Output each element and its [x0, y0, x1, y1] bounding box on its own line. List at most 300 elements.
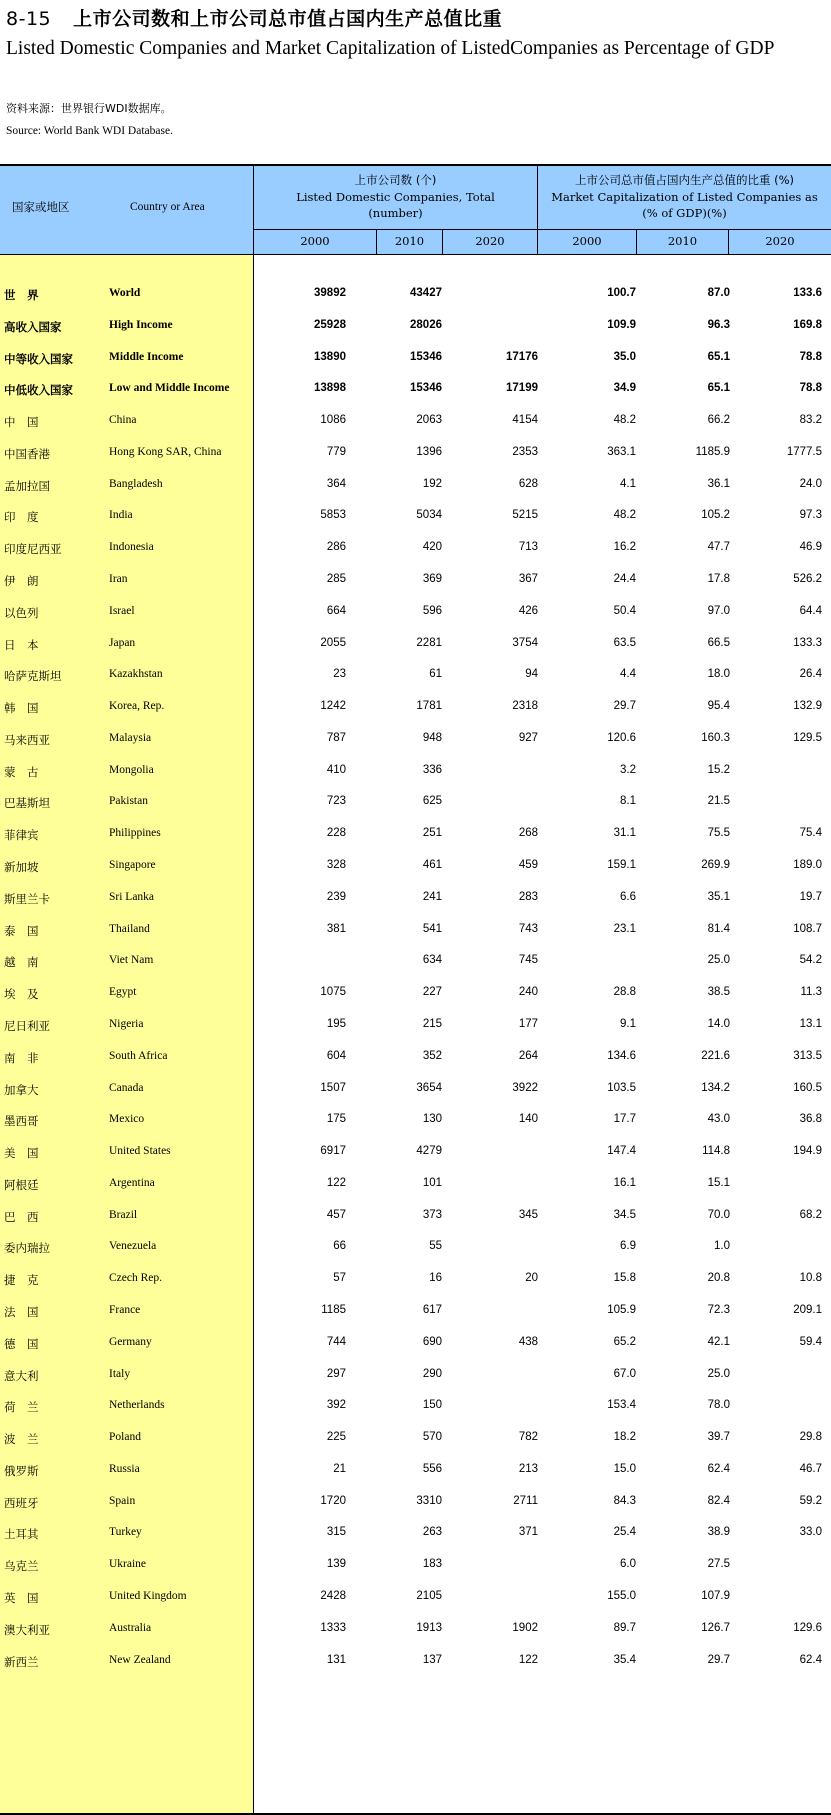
- header-year: 2010: [667, 234, 698, 248]
- value-cell: 5215: [512, 509, 538, 522]
- country-name-en: Mongolia: [109, 763, 154, 776]
- table-row: [0, 1582, 831, 1614]
- value-cell: 97.0: [707, 604, 730, 617]
- value-cell: 6.0: [620, 1558, 636, 1571]
- value-cell: 169.8: [793, 318, 822, 331]
- value-cell: 160.5: [793, 1081, 822, 1094]
- country-name-cn: 中等收入国家: [4, 351, 73, 366]
- value-cell: 20: [525, 1272, 538, 1285]
- header-group2-unit: (% of GDP)(%): [642, 206, 727, 220]
- value-cell: 1396: [416, 445, 442, 458]
- table-row: [0, 1232, 831, 1264]
- value-cell: 43.0: [707, 1113, 730, 1126]
- value-cell: 227: [422, 986, 442, 999]
- value-cell: 27.5: [707, 1558, 730, 1571]
- value-cell: 70.0: [707, 1208, 730, 1221]
- country-name-en: South Africa: [109, 1049, 168, 1062]
- country-name-en: Ukraine: [109, 1558, 147, 1571]
- value-cell: 31.1: [613, 827, 636, 840]
- value-cell: 66.5: [707, 636, 730, 649]
- value-cell: 723: [326, 795, 346, 808]
- table-row: [0, 915, 831, 947]
- value-cell: 78.8: [799, 382, 822, 395]
- title-chinese: 上市公司数和上市公司总市值占国内生产总值比重: [73, 8, 503, 30]
- value-cell: 189.0: [793, 859, 822, 872]
- value-cell: 14.0: [707, 1017, 730, 1030]
- header-country-en: Country or Area: [130, 201, 205, 213]
- value-cell: 97.3: [799, 509, 822, 522]
- value-cell: 65.1: [707, 350, 730, 363]
- value-cell: 194.9: [793, 1145, 822, 1158]
- header-year: 2020: [475, 234, 505, 248]
- value-cell: 315: [326, 1526, 346, 1539]
- title-english: Listed Domestic Companies and Market Capitalization of ListedCompanies as Percentage of GDP: [6, 38, 775, 59]
- country-name-en: Turkey: [109, 1526, 142, 1539]
- value-cell: 6.9: [620, 1240, 636, 1253]
- value-cell: 63.5: [613, 636, 636, 649]
- country-name-cn: 荷 兰: [4, 1400, 39, 1415]
- country-name-en: World: [109, 287, 141, 299]
- source-chinese: 资料来源：世界银行WDI数据库。: [6, 102, 172, 115]
- table-row: [0, 756, 831, 788]
- country-name-cn: 意大利: [4, 1368, 39, 1383]
- value-cell: 78.8: [799, 350, 822, 363]
- country-name-cn: 泰 国: [4, 923, 39, 938]
- value-cell: 26.4: [799, 668, 822, 681]
- value-cell: 1.0: [714, 1240, 730, 1253]
- header-group2-en: Market Capitalization of Listed Companies as: [551, 190, 818, 204]
- value-cell: 556: [422, 1462, 442, 1475]
- value-cell: 147.4: [607, 1145, 636, 1158]
- value-cell: 263: [422, 1526, 442, 1539]
- value-cell: 33.0: [799, 1526, 822, 1539]
- value-cell: 283: [518, 890, 538, 903]
- value-cell: 1086: [320, 414, 346, 427]
- country-name-cn: 土耳其: [4, 1527, 39, 1542]
- value-cell: 4154: [512, 414, 538, 427]
- value-cell: 240: [518, 986, 538, 999]
- value-cell: 209.1: [793, 1303, 822, 1316]
- value-cell: 155.0: [607, 1589, 636, 1602]
- value-cell: 140: [518, 1113, 538, 1126]
- value-cell: 62.4: [707, 1462, 730, 1475]
- table-row: [0, 1296, 831, 1328]
- country-name-cn: 美 国: [4, 1146, 39, 1161]
- country-name-cn: 斯里兰卡: [4, 891, 50, 906]
- value-cell: 459: [518, 859, 538, 872]
- country-name-en: Canada: [109, 1081, 144, 1094]
- value-cell: 131: [326, 1653, 346, 1666]
- header-group1-unit: (number): [368, 206, 423, 220]
- country-name-en: Germany: [109, 1335, 152, 1348]
- value-cell: 25.0: [707, 1367, 730, 1380]
- value-cell: 286: [326, 541, 346, 554]
- country-name-cn: 捷 克: [4, 1273, 39, 1288]
- value-cell: 4.1: [620, 477, 636, 490]
- value-cell: 1902: [512, 1621, 538, 1634]
- value-cell: 16.2: [613, 541, 636, 554]
- value-cell: 175: [326, 1113, 346, 1126]
- country-name-cn: 英 国: [4, 1590, 39, 1605]
- header-year: 2000: [300, 234, 330, 248]
- country-name-en: Poland: [109, 1431, 141, 1444]
- value-cell: 21.5: [707, 795, 730, 808]
- value-cell: 628: [518, 477, 538, 490]
- value-cell: 410: [326, 763, 346, 776]
- table-row: [0, 311, 831, 343]
- table-row: [0, 1042, 831, 1074]
- value-cell: 251: [422, 827, 442, 840]
- value-cell: 3754: [512, 636, 538, 649]
- value-cell: 47.7: [707, 541, 730, 554]
- country-name-en: Iran: [109, 573, 128, 586]
- country-name-cn: 日 本: [4, 637, 39, 652]
- value-cell: 625: [422, 795, 442, 808]
- table-row: [0, 1169, 831, 1201]
- value-cell: 122: [518, 1653, 538, 1666]
- value-cell: 59.2: [799, 1494, 822, 1507]
- value-cell: 89.7: [613, 1621, 636, 1634]
- country-name-en: United States: [109, 1145, 171, 1158]
- value-cell: 105.2: [701, 509, 730, 522]
- country-name-cn: 韩 国: [4, 701, 39, 716]
- value-cell: 570: [422, 1431, 442, 1444]
- table-row: [0, 819, 831, 851]
- value-cell: 336: [422, 763, 442, 776]
- source-english: Source: World Bank WDI Database.: [6, 125, 173, 137]
- country-name-cn: 波 兰: [4, 1432, 39, 1447]
- value-cell: 269.9: [701, 859, 730, 872]
- country-name-en: Venezuela: [109, 1240, 157, 1253]
- value-cell: 23: [333, 668, 346, 681]
- country-name-cn: 德 国: [4, 1336, 39, 1351]
- country-name-cn: 中 国: [4, 415, 39, 430]
- value-cell: 81.4: [707, 922, 730, 935]
- table-row: [0, 374, 831, 406]
- value-cell: 2428: [320, 1589, 346, 1602]
- table-row: [0, 279, 831, 311]
- value-cell: 1185: [321, 1303, 346, 1316]
- value-cell: 64.4: [799, 604, 822, 617]
- value-cell: 126.7: [701, 1621, 730, 1634]
- value-cell: 75.5: [707, 827, 730, 840]
- table-row: [0, 1550, 831, 1582]
- value-cell: 13898: [314, 382, 346, 395]
- value-cell: 745: [518, 954, 538, 967]
- value-cell: 153.4: [607, 1399, 636, 1412]
- value-cell: 24.0: [799, 477, 822, 490]
- country-name-cn: 澳大利亚: [4, 1622, 50, 1637]
- value-cell: 16: [429, 1272, 442, 1285]
- value-cell: 2063: [416, 414, 442, 427]
- value-cell: 369: [422, 573, 442, 586]
- country-name-en: Kazakhstan: [109, 668, 163, 681]
- table-row: [0, 1074, 831, 1106]
- value-cell: 192: [422, 477, 442, 490]
- country-name-cn: 墨西哥: [4, 1114, 39, 1129]
- value-cell: 29.7: [707, 1653, 730, 1666]
- country-name-en: Italy: [109, 1367, 131, 1380]
- value-cell: 83.2: [799, 414, 822, 427]
- value-cell: 159.1: [607, 859, 636, 872]
- value-cell: 177: [518, 1017, 538, 1030]
- value-cell: 15346: [410, 382, 442, 395]
- country-name-en: Argentina: [109, 1176, 155, 1189]
- value-cell: 239: [326, 890, 346, 903]
- value-cell: 183: [422, 1558, 442, 1571]
- country-name-cn: 伊 朗: [4, 574, 39, 589]
- table-row: [0, 692, 831, 724]
- value-cell: 29.8: [799, 1431, 822, 1444]
- value-cell: 743: [518, 922, 538, 935]
- table-row: [0, 565, 831, 597]
- country-name-cn: 巴基斯坦: [4, 796, 50, 811]
- table-row: [0, 1391, 831, 1423]
- table-row: [0, 1137, 831, 1169]
- value-cell: 241: [422, 890, 442, 903]
- value-cell: 18.0: [707, 668, 730, 681]
- value-cell: 927: [518, 731, 538, 744]
- value-cell: 2105: [416, 1589, 442, 1602]
- table-row: [0, 1201, 831, 1233]
- header-group1-cn: 上市公司数 (个): [354, 173, 437, 187]
- table-row: [0, 597, 831, 629]
- value-cell: 55: [429, 1240, 442, 1253]
- table-number: 8-15: [6, 8, 52, 30]
- country-name-en: New Zealand: [109, 1653, 171, 1666]
- value-cell: 28026: [410, 318, 442, 331]
- value-cell: 24.4: [613, 573, 636, 586]
- header-year: 2020: [765, 234, 795, 248]
- value-cell: 17.8: [707, 573, 730, 586]
- value-cell: 39892: [314, 287, 346, 299]
- value-cell: 6.6: [620, 890, 636, 903]
- value-cell: 690: [422, 1335, 442, 1348]
- value-cell: 371: [518, 1526, 538, 1539]
- table-row: [0, 883, 831, 915]
- country-name-en: Japan: [109, 636, 136, 649]
- header-group1-en: Listed Domestic Companies, Total: [296, 190, 495, 204]
- value-cell: 617: [422, 1303, 442, 1316]
- country-name-cn: 委内瑞拉: [4, 1241, 50, 1256]
- country-name-en: Indonesia: [109, 541, 154, 554]
- value-cell: 438: [518, 1335, 538, 1348]
- country-name-cn: 越 南: [4, 955, 39, 970]
- value-cell: 352: [422, 1049, 442, 1062]
- country-name-cn: 哈萨克斯坦: [4, 669, 62, 684]
- country-name-cn: 菲律宾: [4, 828, 39, 843]
- value-cell: 35.0: [613, 350, 636, 363]
- table-row: [0, 1614, 831, 1646]
- value-cell: 66.2: [707, 414, 730, 427]
- value-cell: 268: [518, 827, 538, 840]
- value-cell: 2353: [512, 445, 538, 458]
- value-cell: 103.5: [607, 1081, 636, 1094]
- value-cell: 381: [326, 922, 346, 935]
- country-name-en: China: [109, 414, 137, 427]
- value-cell: 38.5: [707, 986, 730, 999]
- value-cell: 46.7: [799, 1462, 822, 1475]
- country-name-en: Egypt: [109, 986, 137, 999]
- value-cell: 664: [326, 604, 346, 617]
- value-cell: 457: [326, 1208, 346, 1221]
- country-name-cn: 法 国: [4, 1304, 39, 1319]
- value-cell: 134.6: [607, 1049, 636, 1062]
- data-table: [0, 164, 831, 1815]
- value-cell: 744: [326, 1335, 346, 1348]
- country-name-en: France: [109, 1303, 141, 1316]
- value-cell: 72.3: [707, 1303, 730, 1316]
- page-title: [6, 4, 502, 31]
- country-name-en: Philippines: [109, 827, 161, 840]
- country-name-cn: 尼日利亚: [4, 1018, 50, 1033]
- value-cell: 39.7: [707, 1431, 730, 1444]
- country-name-cn: 马来西亚: [4, 732, 50, 747]
- value-cell: 1185.9: [695, 445, 730, 458]
- table-row: [0, 1455, 831, 1487]
- value-cell: 1075: [320, 986, 346, 999]
- table-row: [0, 1360, 831, 1392]
- value-cell: 3310: [416, 1494, 442, 1507]
- country-name-cn: 印 度: [4, 510, 39, 525]
- value-cell: 11.3: [800, 986, 822, 999]
- value-cell: 313.5: [793, 1049, 822, 1062]
- value-cell: 34.5: [613, 1208, 636, 1221]
- value-cell: 28.8: [613, 986, 636, 999]
- value-cell: 78.0: [707, 1399, 730, 1412]
- value-cell: 82.4: [707, 1494, 730, 1507]
- value-cell: 541: [422, 922, 442, 935]
- value-cell: 42.1: [707, 1335, 730, 1348]
- value-cell: 139: [326, 1558, 346, 1571]
- country-name-en: Sri Lanka: [109, 890, 155, 903]
- value-cell: 34.9: [613, 382, 636, 395]
- country-name-en: Brazil: [109, 1208, 138, 1221]
- value-cell: 526.2: [793, 573, 822, 586]
- value-cell: 2318: [512, 700, 538, 713]
- country-name-cn: 高收入国家: [4, 319, 62, 334]
- country-name-en: Nigeria: [109, 1017, 144, 1030]
- value-cell: 129.5: [793, 731, 822, 744]
- table-body: [0, 255, 831, 1815]
- country-name-cn: 以色列: [4, 605, 39, 620]
- header-country-cn: 国家或地区: [12, 200, 70, 214]
- value-cell: 1333: [320, 1621, 346, 1634]
- table-row: [0, 470, 831, 502]
- value-cell: 15.8: [613, 1272, 636, 1285]
- value-cell: 3654: [416, 1081, 442, 1094]
- value-cell: 133.3: [793, 636, 822, 649]
- value-cell: 48.2: [613, 414, 636, 427]
- country-name-cn: 西班牙: [4, 1495, 39, 1510]
- table-row: [0, 724, 831, 756]
- value-cell: 13.1: [799, 1017, 822, 1030]
- value-cell: 228: [326, 827, 346, 840]
- value-cell: 94: [525, 668, 538, 681]
- value-cell: 43427: [410, 287, 442, 299]
- value-cell: 108.7: [793, 922, 822, 935]
- country-name-en: Singapore: [109, 859, 156, 872]
- table-row: [0, 1264, 831, 1296]
- value-cell: 17.7: [613, 1113, 636, 1126]
- country-name-en: Low and Middle Income: [109, 382, 230, 395]
- table-header: [0, 164, 831, 255]
- value-cell: 46.9: [799, 541, 822, 554]
- value-cell: 1720: [320, 1494, 346, 1507]
- country-name-en: High Income: [109, 318, 173, 331]
- table-row: [0, 533, 831, 565]
- country-name-en: Spain: [109, 1494, 136, 1507]
- value-cell: 225: [326, 1431, 346, 1444]
- country-name-cn: 中低收入国家: [4, 383, 73, 398]
- country-name-cn: 新西兰: [4, 1654, 39, 1669]
- country-name-en: Middle Income: [109, 350, 184, 363]
- country-name-en: Hong Kong SAR, China: [109, 445, 222, 458]
- value-cell: 62.4: [799, 1653, 822, 1666]
- value-cell: 21: [333, 1462, 346, 1475]
- value-cell: 634: [422, 954, 442, 967]
- value-cell: 1777.5: [786, 445, 822, 458]
- value-cell: 15.0: [613, 1462, 636, 1475]
- value-cell: 134.2: [701, 1081, 730, 1094]
- value-cell: 96.3: [707, 318, 730, 331]
- value-cell: 3.2: [620, 763, 636, 776]
- country-name-cn: 加拿大: [4, 1082, 39, 1097]
- table-row: [0, 1646, 831, 1678]
- value-cell: 67.0: [613, 1367, 636, 1380]
- country-name-cn: 印度尼西亚: [4, 542, 62, 557]
- value-cell: 95.4: [707, 700, 730, 713]
- value-cell: 264: [518, 1049, 538, 1062]
- header-year: 2000: [572, 234, 602, 248]
- value-cell: 65.1: [707, 382, 730, 395]
- value-cell: 3922: [512, 1081, 538, 1094]
- value-cell: 129.6: [793, 1621, 822, 1634]
- value-cell: 420: [422, 541, 442, 554]
- value-cell: 59.4: [799, 1335, 822, 1348]
- value-cell: 114.8: [702, 1145, 730, 1158]
- country-name-cn: 孟加拉国: [4, 478, 50, 493]
- value-cell: 1781: [416, 700, 442, 713]
- country-name-cn: 巴 西: [4, 1209, 39, 1224]
- value-cell: 782: [518, 1431, 538, 1444]
- value-cell: 596: [422, 604, 442, 617]
- value-cell: 17176: [506, 350, 538, 363]
- value-cell: 290: [422, 1367, 442, 1380]
- table-row: [0, 1010, 831, 1042]
- value-cell: 4279: [416, 1145, 442, 1158]
- value-cell: 20.8: [707, 1272, 730, 1285]
- value-cell: 604: [326, 1049, 346, 1062]
- value-cell: 132.9: [793, 700, 822, 713]
- country-name-en: Bangladesh: [109, 477, 163, 490]
- country-name-en: Israel: [109, 604, 135, 617]
- value-cell: 1507: [320, 1081, 346, 1094]
- value-cell: 50.4: [613, 604, 636, 617]
- value-cell: 10.8: [799, 1272, 822, 1285]
- value-cell: 75.4: [799, 827, 822, 840]
- table-row: [0, 660, 831, 692]
- value-cell: 38.9: [707, 1526, 730, 1539]
- value-cell: 373: [422, 1208, 442, 1221]
- country-name-en: Mexico: [109, 1113, 145, 1126]
- table-row: [0, 1105, 831, 1137]
- table-row: [0, 629, 831, 661]
- value-cell: 1242: [320, 700, 346, 713]
- country-name-cn: 埃 及: [4, 987, 39, 1002]
- value-cell: 66: [333, 1240, 346, 1253]
- value-cell: 17199: [506, 382, 538, 395]
